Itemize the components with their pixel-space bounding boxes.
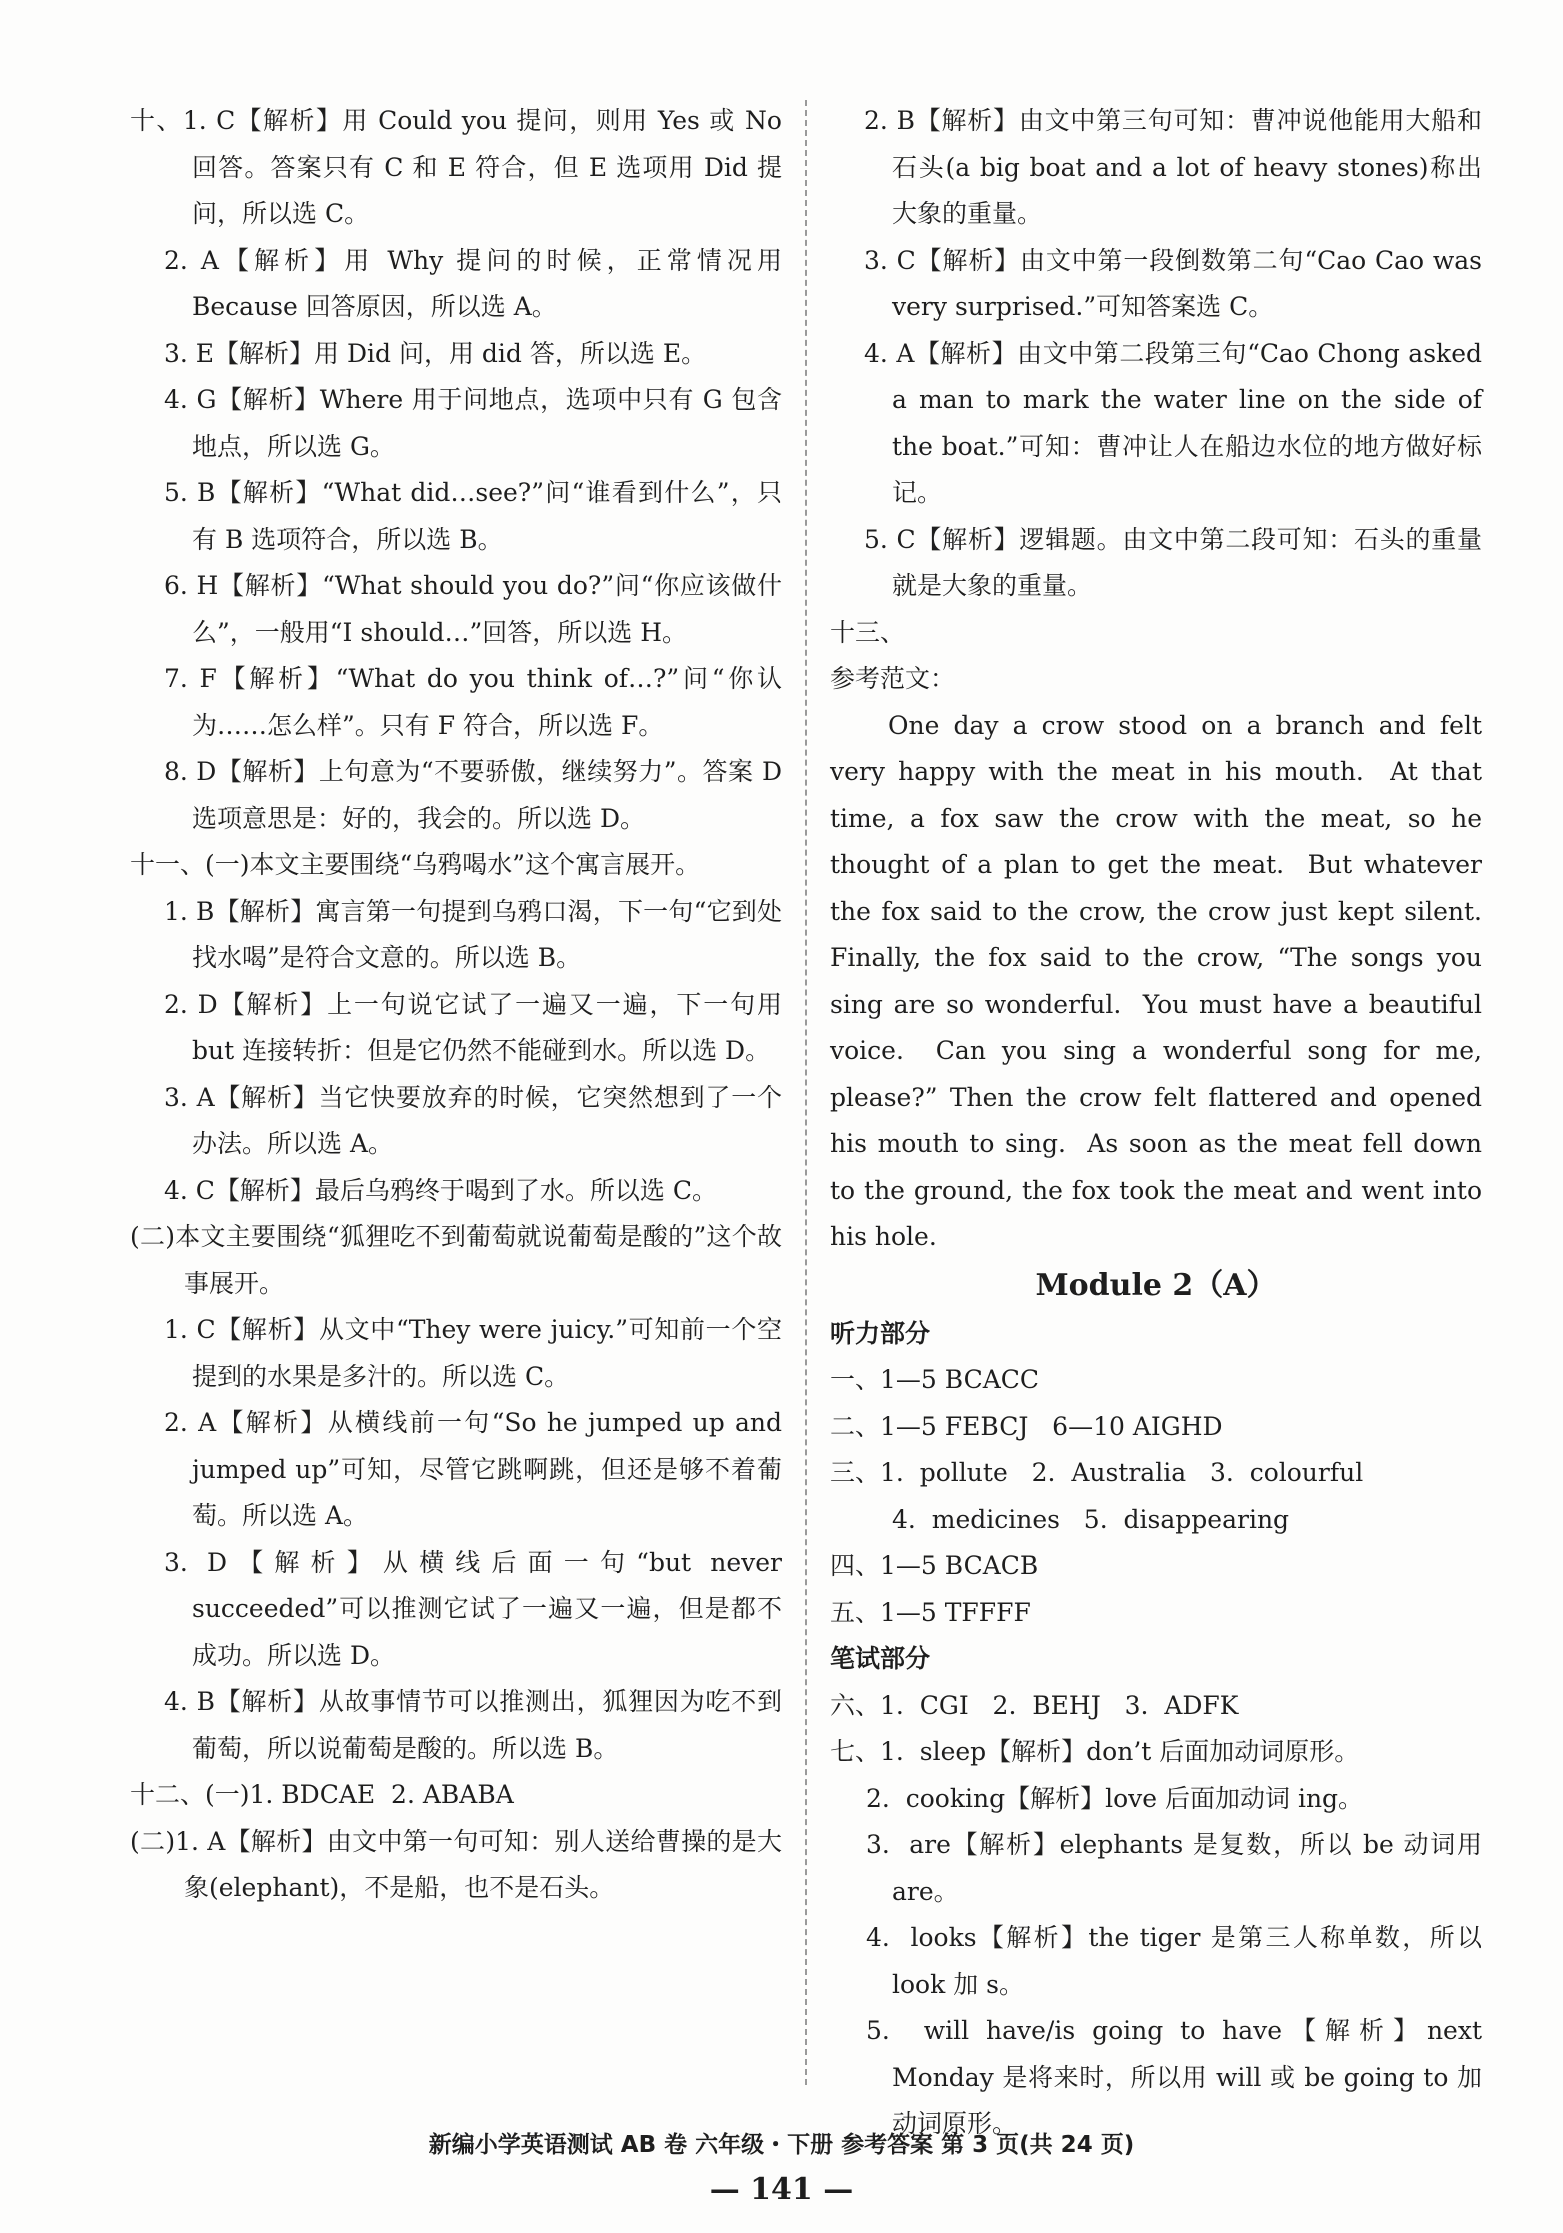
- answer-paragraph: 七、1. sleep【解析】don’t 后面加动词原形。: [830, 1737, 1360, 1766]
- answer-paragraph: 4. G【解析】Where 用于问地点，选项中只有 G 包含地点，所以选 G。: [164, 385, 782, 461]
- answer-paragraph: 3. are【解析】elephants 是复数，所以 be 动词用 are。: [866, 1830, 1490, 1906]
- answer-paragraph: 四、1—5 BCACB: [830, 1551, 1039, 1580]
- answer-paragraph: 十、1. C【解析】用 Could you 提问，则用 Yes 或 No 回答。答案只有 C 和 E 符合，但 E 选项用 Did 提问，所以选 C。: [130, 106, 790, 228]
- answer-paragraph: 十一、(一)本文主要围绕“乌鸦喝水”这个寓言展开。: [130, 850, 701, 879]
- answer-paragraph: 4. medicines 5. disappearing: [892, 1504, 1290, 1534]
- answer-paragraph: 1. B【解析】寓言第一句提到乌鸦口渴，下一句“它到处找水喝”是符合文意的。所以选 B。: [164, 896, 782, 972]
- answer-paragraph: (二)本文主要围绕“狐狸吃不到葡萄就说葡萄是酸的”这个故事展开。: [130, 1222, 782, 1298]
- answer-paragraph: 2. B【解析】由文中第三句可知：曹冲说他能用大船和石头(a big boat and a lot of heavy stones)称出大象的重量。: [864, 106, 1482, 228]
- answer-paragraph: One day a crow stood on a branch and felt very happy with the meat in his mouth. At that time, a fox saw the crow with the meat, so he thought of a plan to get the meat. But whatever the fox said to the crow, the crow just kept silent. Finally, the fox said to the crow, “The songs you sing are so wonderful. You must have a beautiful voice. Can you sing a wonderful song for me, please?” Then the crow felt flattered and opened his mouth to sing. As soon as the meat fell down to the ground, the fox took the meat and went into his hole.: [830, 710, 1498, 1251]
- answer-paragraph: 8. D【解析】上句意为“不要骄傲，继续努力”。答案 D 选项意思是：好的，我会的。所以选 D。: [164, 757, 790, 833]
- left-column: [130, 98, 790, 1912]
- answer-paragraph: 2. D【解析】上一句说它试了一遍又一遍，下一句用 but 连接转折：但是它仍然不能碰到水。所以选 D。: [164, 989, 790, 1065]
- answer-paragraph: 1. C【解析】从文中“They were juicy.”可知前一个空提到的水果是多汁的。所以选 C。: [164, 1315, 782, 1391]
- right-column: [830, 98, 1498, 2148]
- answer-paragraph: 4. C【解析】最后乌鸦终于喝到了水。所以选 C。: [164, 1175, 718, 1205]
- answer-paragraph: (二)1. A【解析】由文中第一句可知：别人送给曹操的是大象(elephant)，不是船，也不是石头。: [130, 1826, 782, 1902]
- answer-paragraph: 听力部分: [830, 1318, 931, 1348]
- answer-paragraph: 2. A【解析】用 Why 提问的时候，正常情况用 Because 回答原因，所以选 A。: [164, 245, 790, 321]
- answer-paragraph: 五、1—5 TFFFF: [830, 1597, 1031, 1627]
- answer-paragraph: 十三、: [830, 617, 906, 647]
- answer-paragraph: 3. D【解析】从横线后面一句“but never succeeded”可以推测它试了一遍又一遍，但是都不成功。所以选 D。: [164, 1547, 790, 1670]
- answer-paragraph: 3. C【解析】由文中第一段倒数第二句“Cao Cao was very surprised.”可知答案选 C。: [864, 245, 1490, 321]
- module-title: Module 2（A）: [1035, 1267, 1277, 1303]
- answer-paragraph: 5. C【解析】逻辑题。由文中第二段可知：石头的重量就是大象的重量。: [864, 524, 1482, 600]
- answer-paragraph: 笔试部分: [830, 1644, 931, 1673]
- column-divider: [805, 100, 807, 2085]
- answer-paragraph: 六、1. CGI 2. BEHJ 3. ADFK: [830, 1690, 1239, 1720]
- answer-paragraph: 2. cooking【解析】love 后面加动词 ing。: [866, 1783, 1364, 1813]
- answer-paragraph: 十二、(一)1. BDCAE 2. ABABA: [130, 1780, 514, 1809]
- answer-paragraph: 三、1. pollute 2. Australia 3. colourful: [830, 1458, 1364, 1487]
- answer-paragraph: 5. B【解析】“What did…see?”问“谁看到什么”，只有 B 选项符合，所以选 B。: [164, 478, 782, 554]
- answer-paragraph: 7. F【解析】“What do you think of…?”问“你认为……怎么样”。只有 F 符合，所以选 F。: [164, 664, 782, 740]
- page-footer: 新编小学英语测试 AB 卷 六年级・下册 参考答案 第 3 页(共 24 页): [428, 2132, 1135, 2158]
- answer-paragraph: 4. A【解析】由文中第二段第三句“Cao Chong asked a man to mark the water line on the side of the boat.”可知：曹冲让人在船边水位的地方做好标记。: [864, 338, 1490, 507]
- answer-paragraph: 4. looks【解析】the tiger 是第三人称单数，所以 look 加 s。: [866, 1923, 1490, 1999]
- page-number: — 141 —: [709, 2172, 854, 2207]
- answer-paragraph: 一、1—5 BCACC: [830, 1365, 1040, 1394]
- answer-paragraph: 5. will have/is going to have【解析】next Monday 是将来时，所以用 will 或 be going to 加动词原形。: [866, 2016, 1490, 2138]
- answer-paragraph: 二、1—5 FEBCJ 6—10 AIGHD: [830, 1411, 1223, 1441]
- answer-paragraph: 3. A【解析】当它快要放弃的时候，它突然想到了一个办法。所以选 A。: [164, 1082, 782, 1158]
- answer-paragraph: 2. A【解析】从横线前一句“So he jumped up and jumped up”可知，尽管它跳啊跳，但还是够不着葡萄。所以选 A。: [164, 1408, 790, 1530]
- answer-paragraph: 3. E【解析】用 Did 问，用 did 答，所以选 E。: [164, 338, 707, 368]
- answer-paragraph: 6. H【解析】“What should you do?”问“你应该做什么”，一般用“I should…”回答，所以选 H。: [164, 571, 782, 647]
- answer-paragraph: 参考范文：: [830, 664, 956, 693]
- answer-paragraph: 4. B【解析】从故事情节可以推测出，狐狸因为吃不到葡萄，所以说葡萄是酸的。所以选 B。: [164, 1687, 782, 1763]
